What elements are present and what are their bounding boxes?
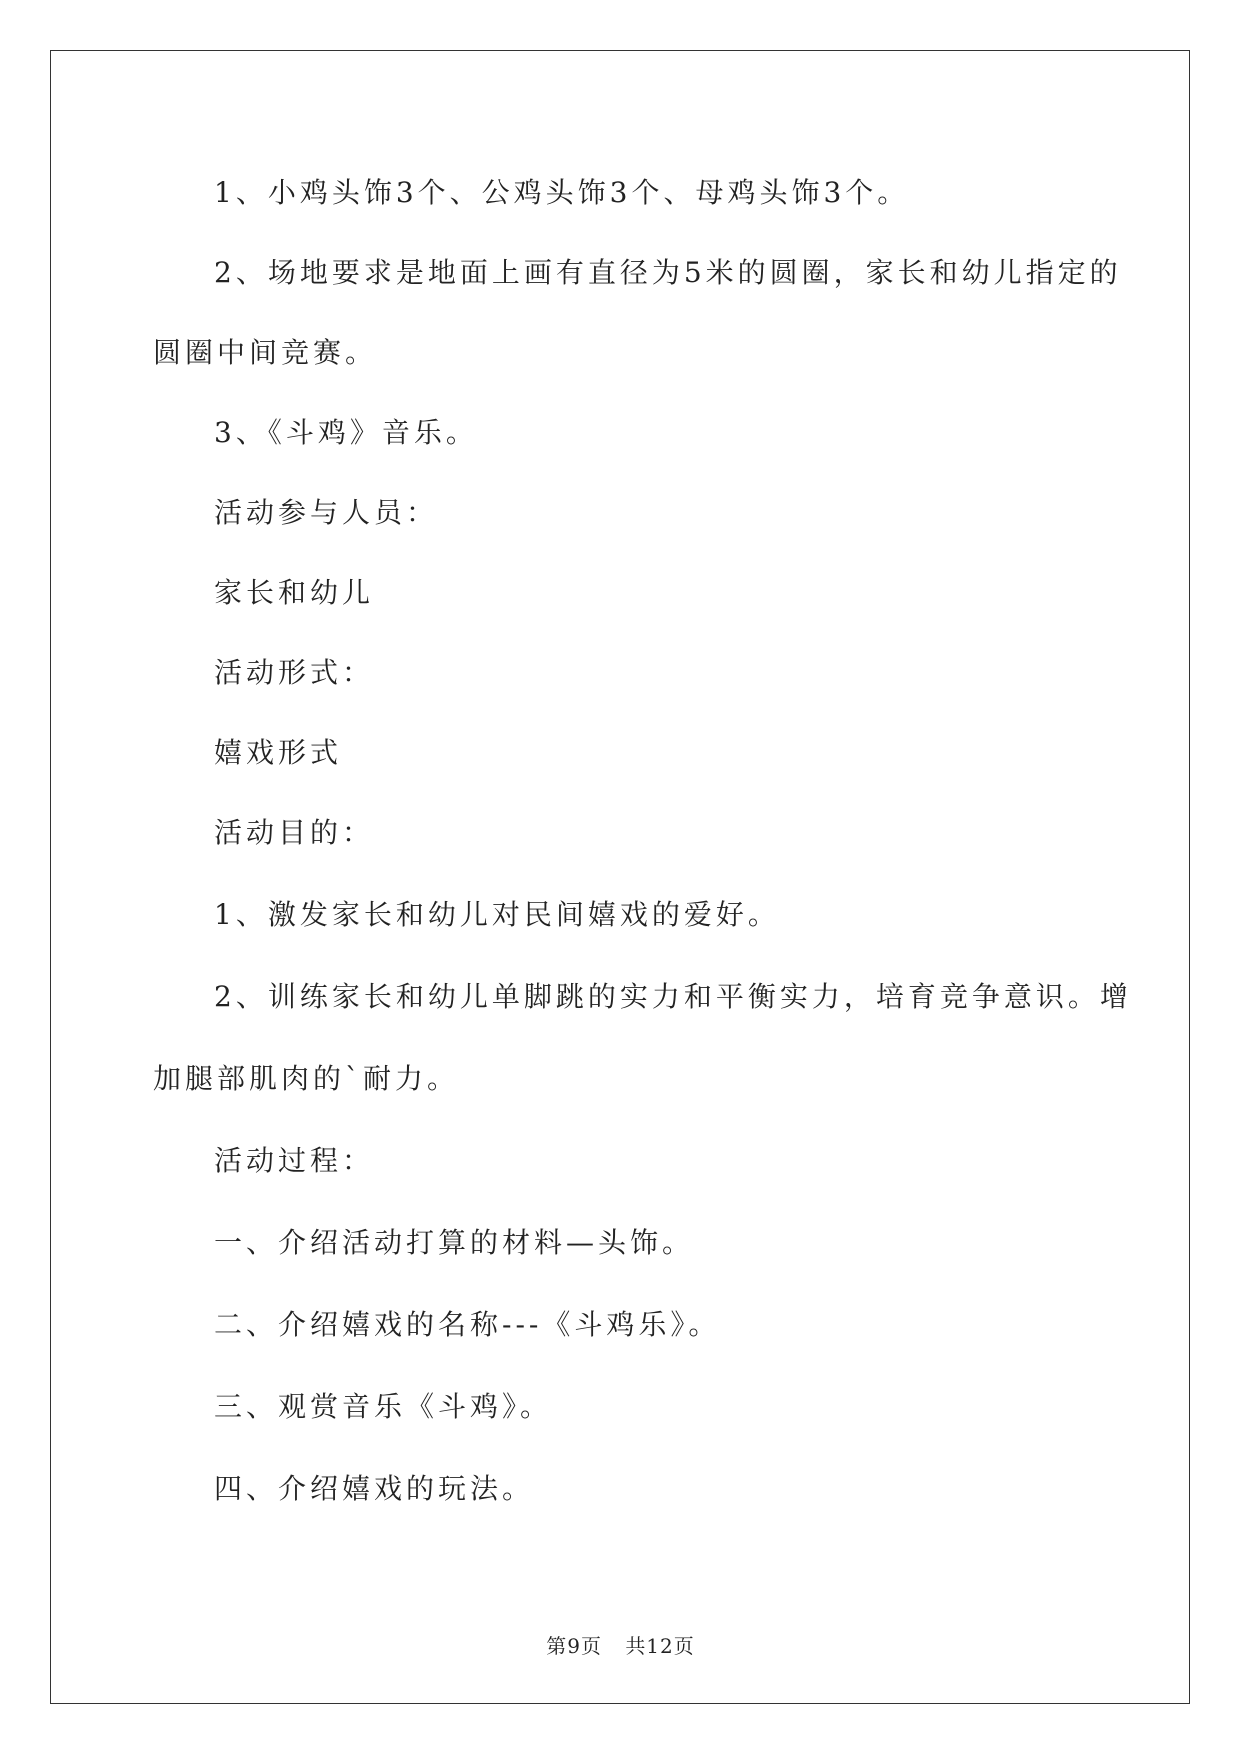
paragraph-materials-2-line1: 2、场地要求是地面上画有直径为5米的圆圈，家长和幼儿指定的	[214, 256, 1122, 289]
paragraph-activity-form: 嬉戏形式	[214, 736, 343, 769]
paragraph-materials-2-line2: 圆圈中间竞赛。	[153, 336, 378, 369]
page-number-total: 共12页	[625, 1634, 695, 1658]
paragraph-materials-1: 1、小鸡头饰3个、公鸡头饰3个、母鸡头饰3个。	[214, 176, 910, 209]
paragraph-materials-3: 3、《斗鸡》音乐。	[214, 416, 478, 449]
page-footer	[0, 1634, 1241, 1658]
heading-participants: 活动参与人员：	[214, 496, 439, 529]
paragraph-step-4: 四、介绍嬉戏的玩法。	[214, 1472, 535, 1505]
heading-activity-form: 活动形式：	[214, 656, 375, 689]
paragraph-goal-2-line2: 加腿部肌肉的`耐力。	[153, 1062, 460, 1095]
page-number-current: 第9页	[546, 1634, 602, 1658]
heading-activity-goal: 活动目的：	[214, 816, 375, 849]
page-border	[50, 50, 1190, 1704]
heading-activity-process: 活动过程：	[214, 1144, 375, 1177]
paragraph-step-3: 三、观赏音乐《斗鸡》。	[214, 1390, 553, 1423]
paragraph-step-2: 二、介绍嬉戏的名称---《斗鸡乐》。	[214, 1308, 721, 1341]
paragraph-participants: 家长和幼儿	[214, 576, 375, 609]
paragraph-goal-2-line1: 2、训练家长和幼儿单脚跳的实力和平衡实力，培育竞争意识。增	[214, 980, 1132, 1013]
paragraph-step-1: 一、介绍活动打算的材料—头饰。	[214, 1226, 695, 1259]
paragraph-goal-1: 1、激发家长和幼儿对民间嬉戏的爱好。	[214, 898, 780, 931]
